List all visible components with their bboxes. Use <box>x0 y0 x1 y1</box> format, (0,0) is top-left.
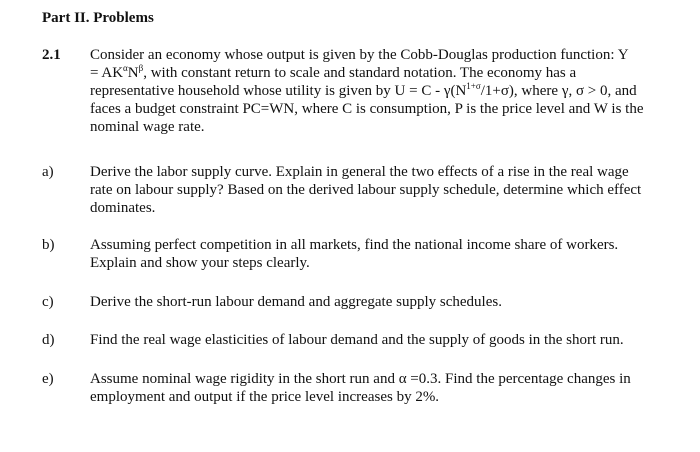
part-line: Explain and show your steps clearly. <box>90 255 310 271</box>
part-line: Assume nominal wage rigidity in the short run and α =0.3. Find the percentage changes in <box>90 371 631 387</box>
part-text <box>90 331 670 349</box>
part-label: d) <box>42 332 55 348</box>
part-line: rate on labour supply? Based on the derived labour supply schedule, determine which effect <box>90 182 642 198</box>
part-line: Derive the short-run labour demand and aggregate supply schedules. <box>90 294 502 310</box>
problem-statement <box>90 46 670 136</box>
part-text <box>90 236 670 272</box>
part-line: Assuming perfect competition in all markets, find the national income share of workers. <box>90 237 619 253</box>
part-text <box>90 293 670 311</box>
part-label: e) <box>42 371 54 387</box>
part-label: b) <box>42 237 55 253</box>
section-heading: Part II. Problems <box>42 10 154 26</box>
part-text <box>90 163 670 217</box>
part-line: Find the real wage elasticities of labour demand and the supply of goods in the short run. <box>90 332 624 348</box>
problem-line: Consider an economy whose output is given by the Cobb-Douglas production function: Y <box>90 47 629 63</box>
part-line: dominates. <box>90 200 156 216</box>
problem-number: 2.1 <box>42 47 61 63</box>
part-line: employment and output if the price level increases by 2%. <box>90 389 440 405</box>
part-text <box>90 370 670 406</box>
part-label: a) <box>42 164 54 180</box>
problem-line: nominal wage rate. <box>90 119 205 135</box>
part-label: c) <box>42 294 54 310</box>
problem-line: = $AK^\alpha N^\beta$, with constant return to scale and standard notation. The economy has a <box>90 63 577 81</box>
part-line: Derive the labor supply curve. Explain in general the two effects of a rise in the real wage <box>90 164 629 180</box>
problem-line: representative household whose utility is given by $U = C - \gamma(N^{1+\sigma}/1+\sigma)$, where γ, σ > 0, and <box>90 81 637 99</box>
problem-line: faces a budget constraint PC=WN, where C is consumption, P is the price level and W is the <box>90 101 644 117</box>
